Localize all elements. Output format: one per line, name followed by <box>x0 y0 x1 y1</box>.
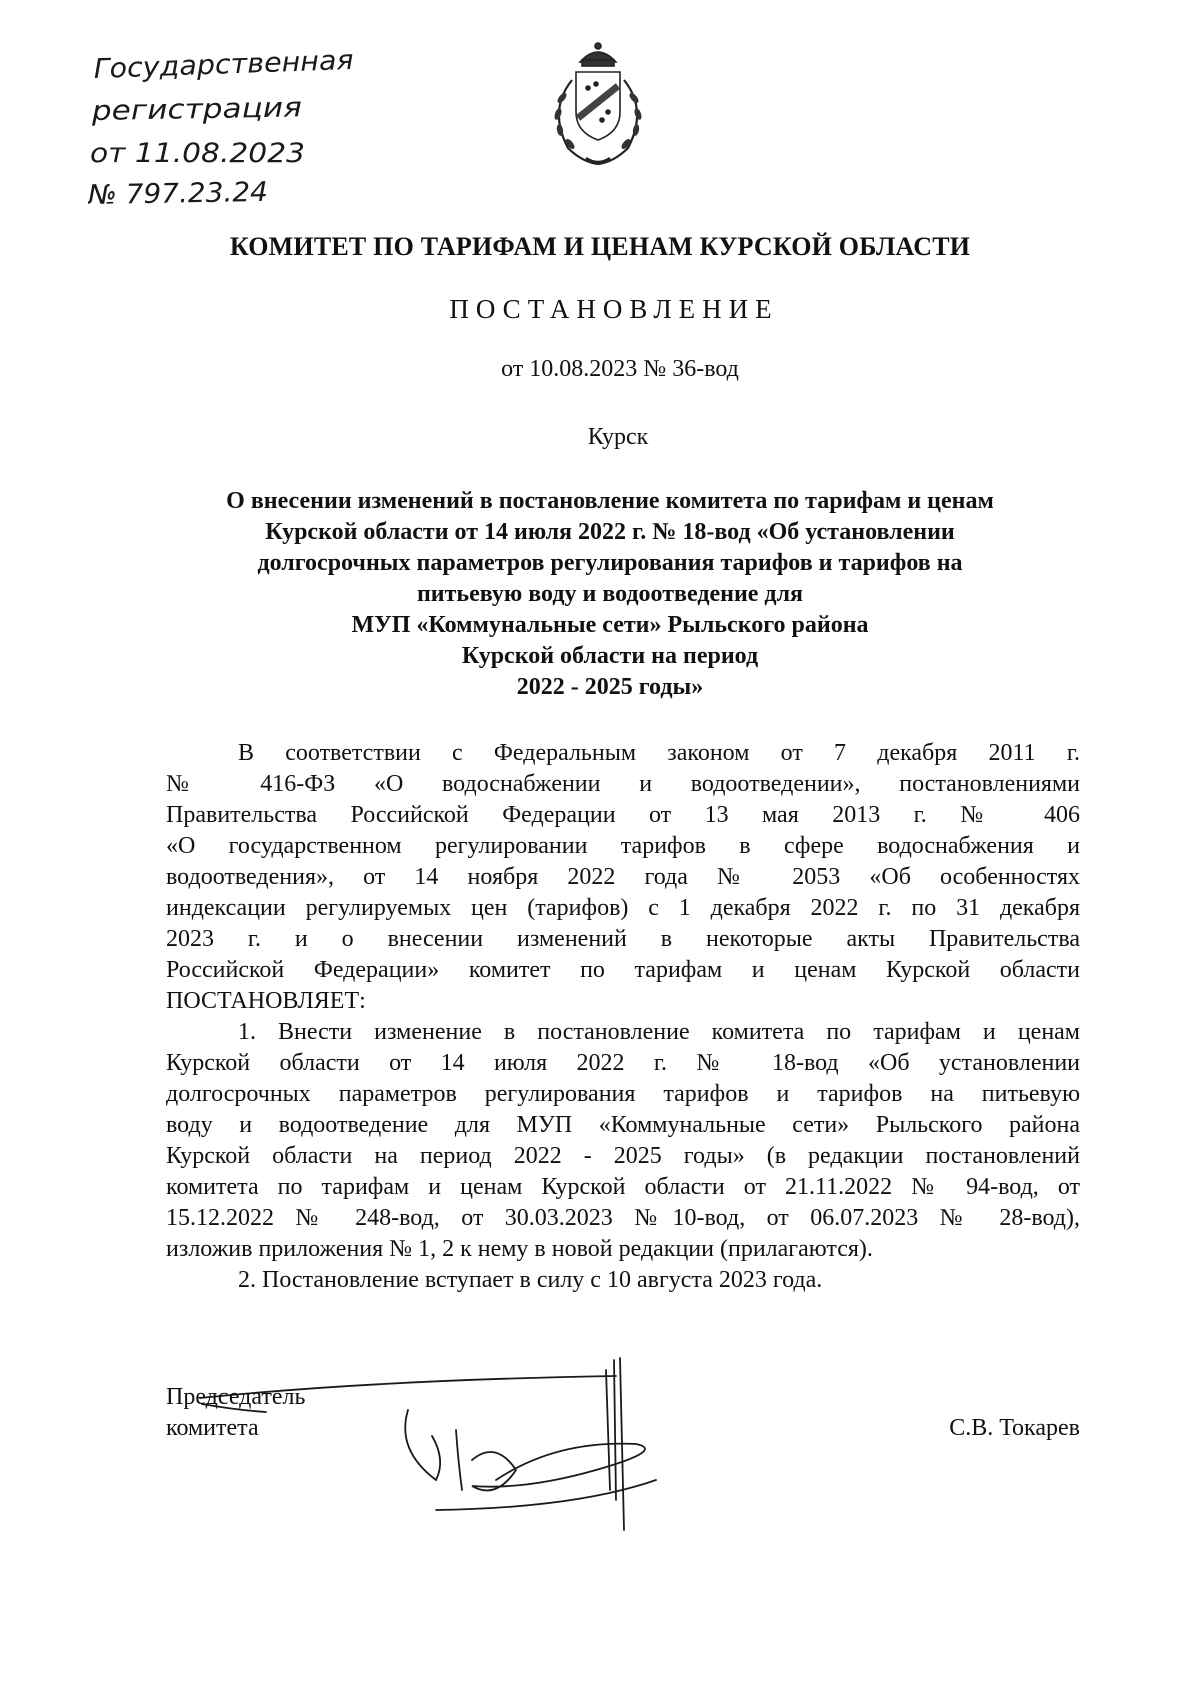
signer-title-line-1: Председатель <box>166 1384 306 1410</box>
document-type: ПОСТАНОВЛЕНИЕ <box>449 294 779 324</box>
item-1-line: 1. Внести изменение в постановление комитета по тарифам и ценам <box>238 1019 1080 1045</box>
document-body <box>166 738 1080 1296</box>
document-subject <box>150 486 1070 703</box>
item-1-line: Курской области на период 2022 - 2025 годы» (в редакции постановлений <box>166 1143 1080 1169</box>
handwritten-registration-note <box>88 50 388 220</box>
preamble-line: № 416-ФЗ «О водоснабжении и водоотведении», постановлениями <box>166 771 1080 797</box>
signer-name: С.В. Токарев <box>949 1415 1080 1441</box>
subject-line: долгосрочных параметров регулирования тарифов и тарифов на <box>257 550 963 576</box>
subject-line: Курской области на период <box>461 643 759 669</box>
organization-title: КОМИТЕТ ПО ТАРИФАМ И ЦЕНАМ КУРСКОЙ ОБЛАСТИ <box>229 232 971 261</box>
document-city: Курск <box>587 424 649 450</box>
preamble-line: индексации регулируемых цен (тарифов) с 1 декабря 2022 г. по 31 декабря <box>166 895 1080 921</box>
item-1-line: Курской области от 14 июля 2022 г. № 18-вод «Об установлении <box>166 1050 1080 1076</box>
preamble-line: 2023 г. и о внесении изменений в некоторые акты Правительства <box>166 926 1080 952</box>
handwritten-line-4: № 797.23.24 <box>88 176 263 211</box>
item-2-line: 2. Постановление вступает в силу с 10 августа 2023 года. <box>238 1267 823 1293</box>
subject-line: МУП «Коммунальные сети» Рыльского района <box>351 612 869 638</box>
document-date-number: от 10.08.2023 № 36-вод <box>501 356 739 382</box>
preamble-line: Правительства Российской Федерации от 13 мая 2013 г. № 406 <box>166 802 1080 828</box>
coat-of-arms-emblem <box>538 40 658 170</box>
handwritten-line-3: от 11.08.2023 <box>90 138 305 169</box>
preamble-line: ПОСТАНОВЛЯЕТ: <box>166 988 366 1014</box>
handwritten-line-1: Государственная <box>93 50 341 85</box>
signer-title-line-2: комитета <box>166 1415 259 1441</box>
subject-line: питьевую воду и водоотведение для <box>416 581 804 607</box>
item-1-line: 15.12.2022 № 248-вод, от 30.03.2023 №10-вод, от 06.07.2023 № 28-вод), <box>166 1205 1080 1231</box>
item-1-line: воду и водоотведение для МУП «Коммунальные сети» Рыльского района <box>166 1112 1080 1138</box>
subject-line: Курской области от 14 июля 2022 г. № 18-вод «Об установлении <box>265 519 955 545</box>
subject-line: 2022 - 2025 годы» <box>516 674 704 700</box>
preamble-line: В соответствии с Федеральным законом от 7 декабря 2011 г. <box>238 740 1080 766</box>
preamble-line: водоотведения», от 14 ноября 2022 года № 2053 «Об особенностях <box>166 864 1080 890</box>
item-1-line: комитета по тарифам и ценам Курской области от 21.11.2022 № 94-вод, от <box>166 1174 1080 1200</box>
subject-line: О внесении изменений в постановление комитета по тарифам и ценам <box>226 488 994 514</box>
handwritten-line-2: регистрация <box>91 92 275 127</box>
item-1-line: долгосрочных параметров регулирования тарифов и тарифов на питьевую <box>166 1081 1080 1107</box>
item-1-line: изложив приложения № 1, 2 к нему в новой редакции (прилагаются). <box>166 1236 873 1262</box>
preamble-line: «О государственном регулировании тарифов в сфере водоснабжения и <box>166 833 1080 859</box>
preamble-line: Российской Федерации» комитет по тарифам и ценам Курской области <box>166 957 1080 983</box>
signature-block <box>166 1382 1080 1444</box>
